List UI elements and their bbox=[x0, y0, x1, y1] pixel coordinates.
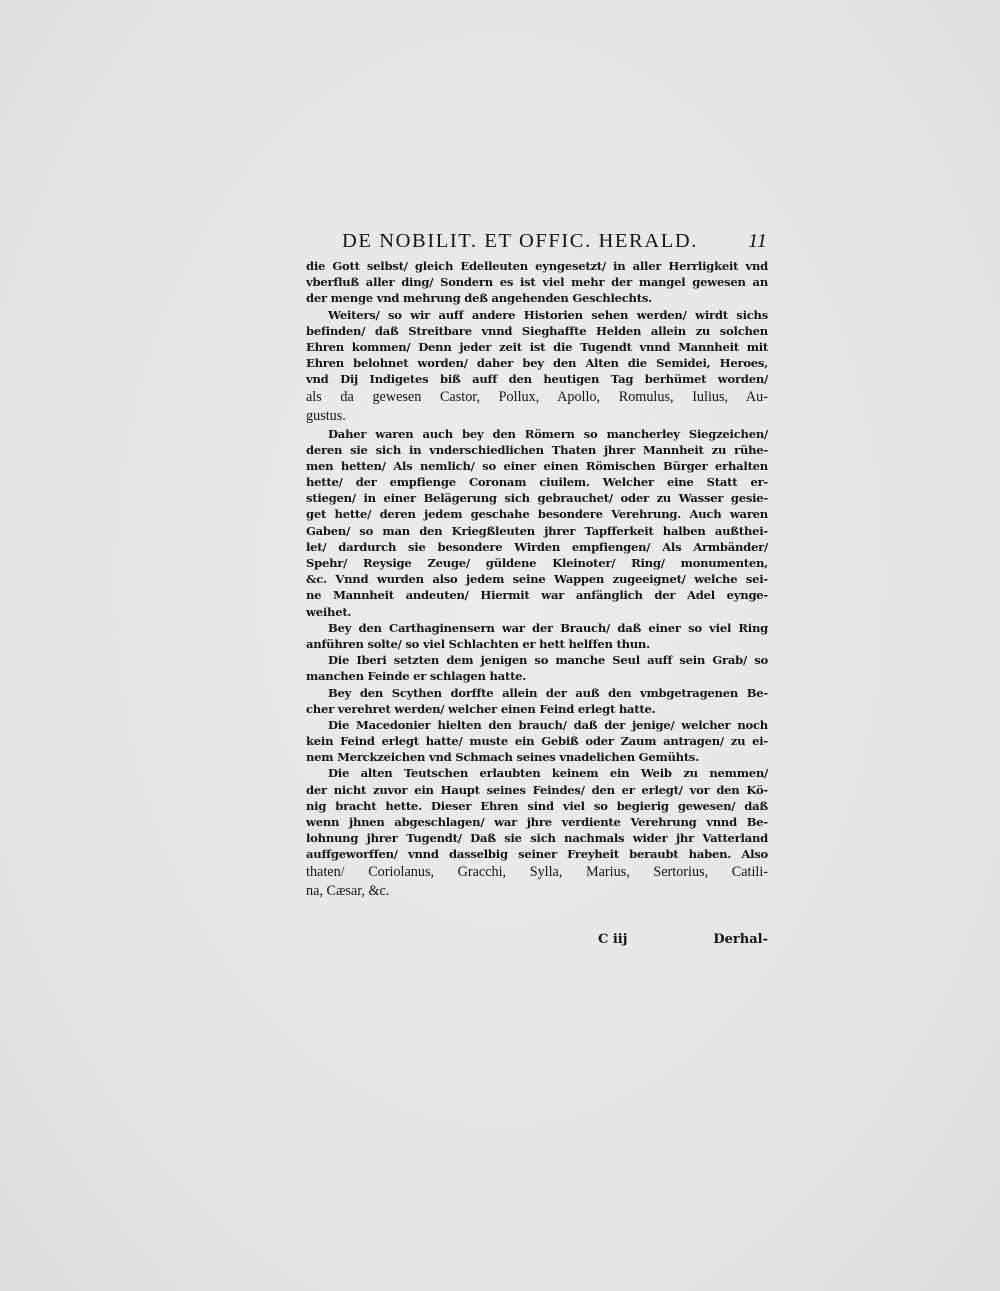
text-line: Ehren belohnet worden/ daher bey den Alten die Semidei, Heroes, bbox=[306, 356, 768, 371]
text-line: deren sie sich in vnderschiedlichen Thaten jhrer Mannheit zu rühe- bbox=[306, 442, 768, 457]
text-line: der nicht zuvor ein Haupt seines Feindes/ den er erlegt/ vor den Kö- bbox=[306, 782, 768, 797]
catchword: Derhal- bbox=[713, 932, 768, 947]
text-line: lohnung jhrer Tugendt/ Daß sie sich nachmals wider jhr Vatterland bbox=[306, 831, 768, 846]
text-line: Bey den Scythen dorffte allein der auß den vmbgetragenen Be- bbox=[328, 685, 768, 700]
text-line: befinden/ daß Streitbare vnnd Sieghaffte Helden allein zu solchen bbox=[306, 323, 768, 338]
catchline bbox=[306, 932, 768, 954]
text-line: &c. Vnnd wurden also jedem seine Wappen zugeeignet/ welche sei- bbox=[306, 572, 768, 587]
signature-mark: C iij bbox=[598, 932, 628, 947]
text-line: Weiters/ so wir auff andere Historien sehen werden/ wirdt sichs bbox=[328, 307, 768, 322]
text-line: weihet. bbox=[306, 604, 352, 619]
text-line: get hette/ deren jedem geschahe besondere Verehrung. Auch waren bbox=[306, 507, 768, 522]
text-line: na, Cæsar, &c. bbox=[306, 882, 390, 899]
text-line: gustus. bbox=[306, 407, 346, 424]
text-line: der menge vnd mehrung deß angehenden Geschlechts. bbox=[306, 291, 652, 306]
text-line: Ehren kommen/ Denn jeder zeit ist die Tugendt vnnd Mannheit mit bbox=[306, 339, 768, 354]
text-line: hette/ der empfienge Coronam ciuilem. Welcher eine Statt er- bbox=[306, 475, 768, 490]
text-line: anführen solte/ so viel Schlachten er hett helffen thun. bbox=[306, 636, 650, 651]
text-line: Die alten Teutschen erlaubten keinem ein Weib zu nemmen/ bbox=[328, 766, 768, 781]
body-text bbox=[306, 258, 768, 901]
text-line: manchen Feinde er schlagen hatte. bbox=[306, 669, 527, 684]
text-line: Spehr/ Reysige Zeuge/ güldene Kleinoter/ Ring/ monumenten, bbox=[306, 556, 768, 570]
text-line: kein Feind erlegt hatte/ muste ein Gebiß oder Zaum antragen/ zu ei- bbox=[306, 734, 768, 749]
text-line: Bey den Carthaginensern war der Brauch/ daß einer so viel Ring bbox=[328, 620, 768, 635]
page-number: 11 bbox=[748, 230, 767, 252]
text-line: nem Merckzeichen vnd Schmach seines vnadelichen Gemühts. bbox=[306, 750, 699, 765]
text-line: cher verehret werden/ welcher einen Feind erlegt hatte. bbox=[306, 701, 656, 716]
text-line: stiegen/ in einer Belägerung sich gebrauchet/ oder zu Wasser gesie- bbox=[306, 491, 768, 506]
running-head bbox=[342, 230, 767, 256]
page-title: DE NOBILIT. ET OFFIC. HERALD. bbox=[342, 230, 698, 252]
text-line: thaten/ Coriolanus, Gracchi, Sylla, Marius, Sertorius, Catili- bbox=[306, 863, 768, 880]
text-line: Gaben/ so man den Kriegßleuten jhrer Tapfferkeit halben außthei- bbox=[306, 523, 768, 538]
text-line: men hetten/ Als nemlich/ so einer einen Römischen Bürger erhalten bbox=[306, 458, 768, 473]
text-line: vberfluß aller ding/ Sondern es ist viel mehr der mangel gewesen an bbox=[306, 275, 768, 290]
text-line: Daher waren auch bey den Römern so mancherley Siegzeichen/ bbox=[328, 426, 768, 441]
text-line: ne Mannheit andeuten/ Hiermit war anfänglich der Adel eynge- bbox=[306, 588, 768, 603]
text-line: vnd Dij Indigetes biß auff den heutigen Tag berhümet worden/ bbox=[306, 372, 768, 387]
text-line: let/ dardurch sie besondere Wirden empfiengen/ Als Armbänder/ bbox=[306, 539, 768, 554]
text-line: Die Macedonier hielten den brauch/ daß der jenige/ welcher noch bbox=[328, 717, 768, 732]
text-line: nig bracht hette. Dieser Ehren sind viel so begierig gewesen/ daß bbox=[306, 798, 768, 813]
text-line: Die Iberi setzten dem jenigen so manche Seul auff sein Grab/ so bbox=[328, 653, 768, 668]
text-line: die Gott selbst/ gleich Edelleuten eyngesetzt/ in aller Herrligkeit vnd bbox=[306, 259, 768, 273]
text-line: wenn jhnen abgeschlagen/ war jhre verdiente Verehrung vnnd Be- bbox=[306, 815, 768, 829]
text-line: auffgeworffen/ vnnd dasselbig seiner Freyheit beraubt haben. Also bbox=[306, 847, 768, 862]
text-line: als da gewesen Castor, Pollux, Apollo, Romulus, Iulius, Au- bbox=[306, 388, 768, 405]
